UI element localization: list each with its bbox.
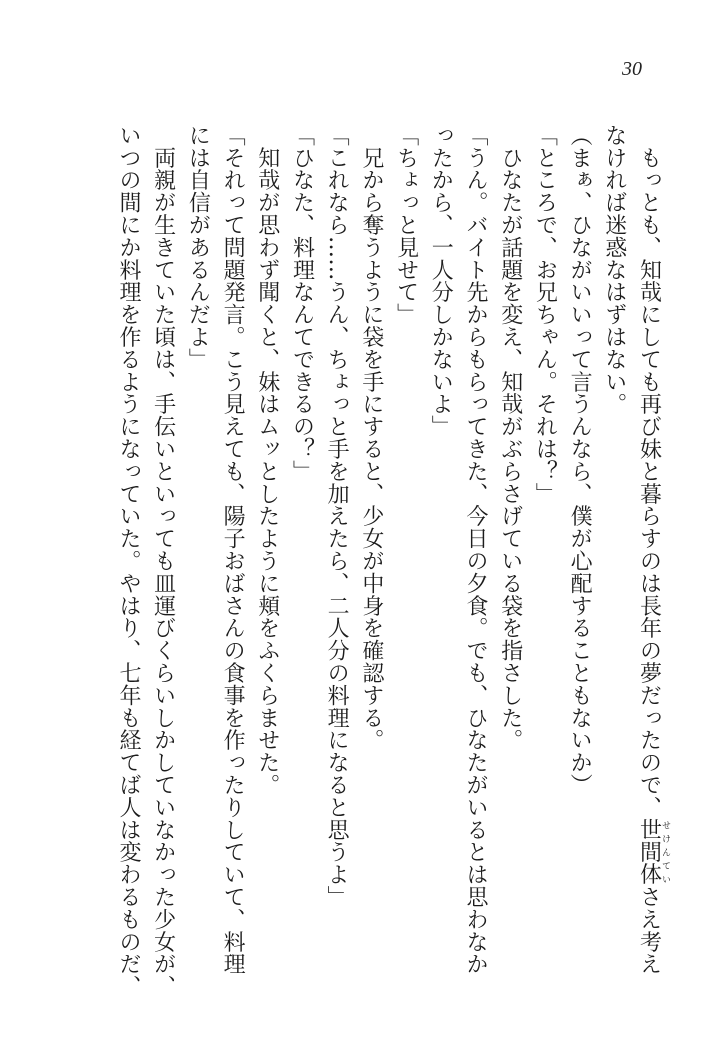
text-line-1 (631, 124, 670, 1024)
text-line-8: 「ちょっと見せて」 (393, 124, 419, 326)
text-line-1-tail: さえ考え (636, 885, 662, 976)
text-line-9: 兄から奪うように袋を手にすると、少女が中身を確認する。 (358, 124, 384, 752)
ruby-word (636, 818, 670, 886)
text-line-13: 「それって問題発言。こう見えても、陽子おばさんの食事を作ったりしていて、料理 (220, 124, 246, 976)
text-line-2: なければ迷惑なはずはない。 (601, 124, 627, 416)
ruby-base: 世間体 (636, 818, 662, 886)
text-line-14: には自信があるんだよ」 (185, 124, 211, 371)
text-line-10: 「これなら……うん、ちょっと手を加えたら、二人分の料理になると思うよ」 (324, 124, 350, 908)
text-line-5: ひなたが話題を変え、知哉がぶらさげている袋を指さした。 (497, 124, 523, 752)
text-line-1-main: もっとも、知哉にしても再び妹と暮らすのは長年の夢だったので、 (636, 124, 662, 819)
page-number: 30 (622, 58, 642, 80)
text-line-7: ったから、一人分しかないよ」 (428, 124, 454, 438)
text-line-4: 「ところで、お兄ちゃん。それは？」 (532, 124, 558, 505)
text-line-15: 両親が生きていた頃は、手伝いといっても皿運びくらいしかしていなかった少女が、 (150, 124, 176, 998)
text-line-6: 「うん。バイト先からもらってきた、今日の夕食。でも、ひなたがいるとは思わなか (462, 124, 488, 976)
text-line-12: 知哉が思わず聞くと、妹はムッとしたように頬をふくらませた。 (254, 124, 280, 796)
text-line-11: 「ひなた、料理なんてできるの？」 (289, 124, 315, 483)
text-line-16: いつの間にか料理を作るようになっていた。やはり、七年も経てば人は変わるものだ、 (115, 124, 141, 998)
ruby-reading: せけんてい (660, 818, 670, 886)
vertical-text-body (40, 124, 670, 1024)
text-line-3: （まぁ、ひながいいって言うんなら、僕が心配することもないか） (567, 124, 593, 796)
